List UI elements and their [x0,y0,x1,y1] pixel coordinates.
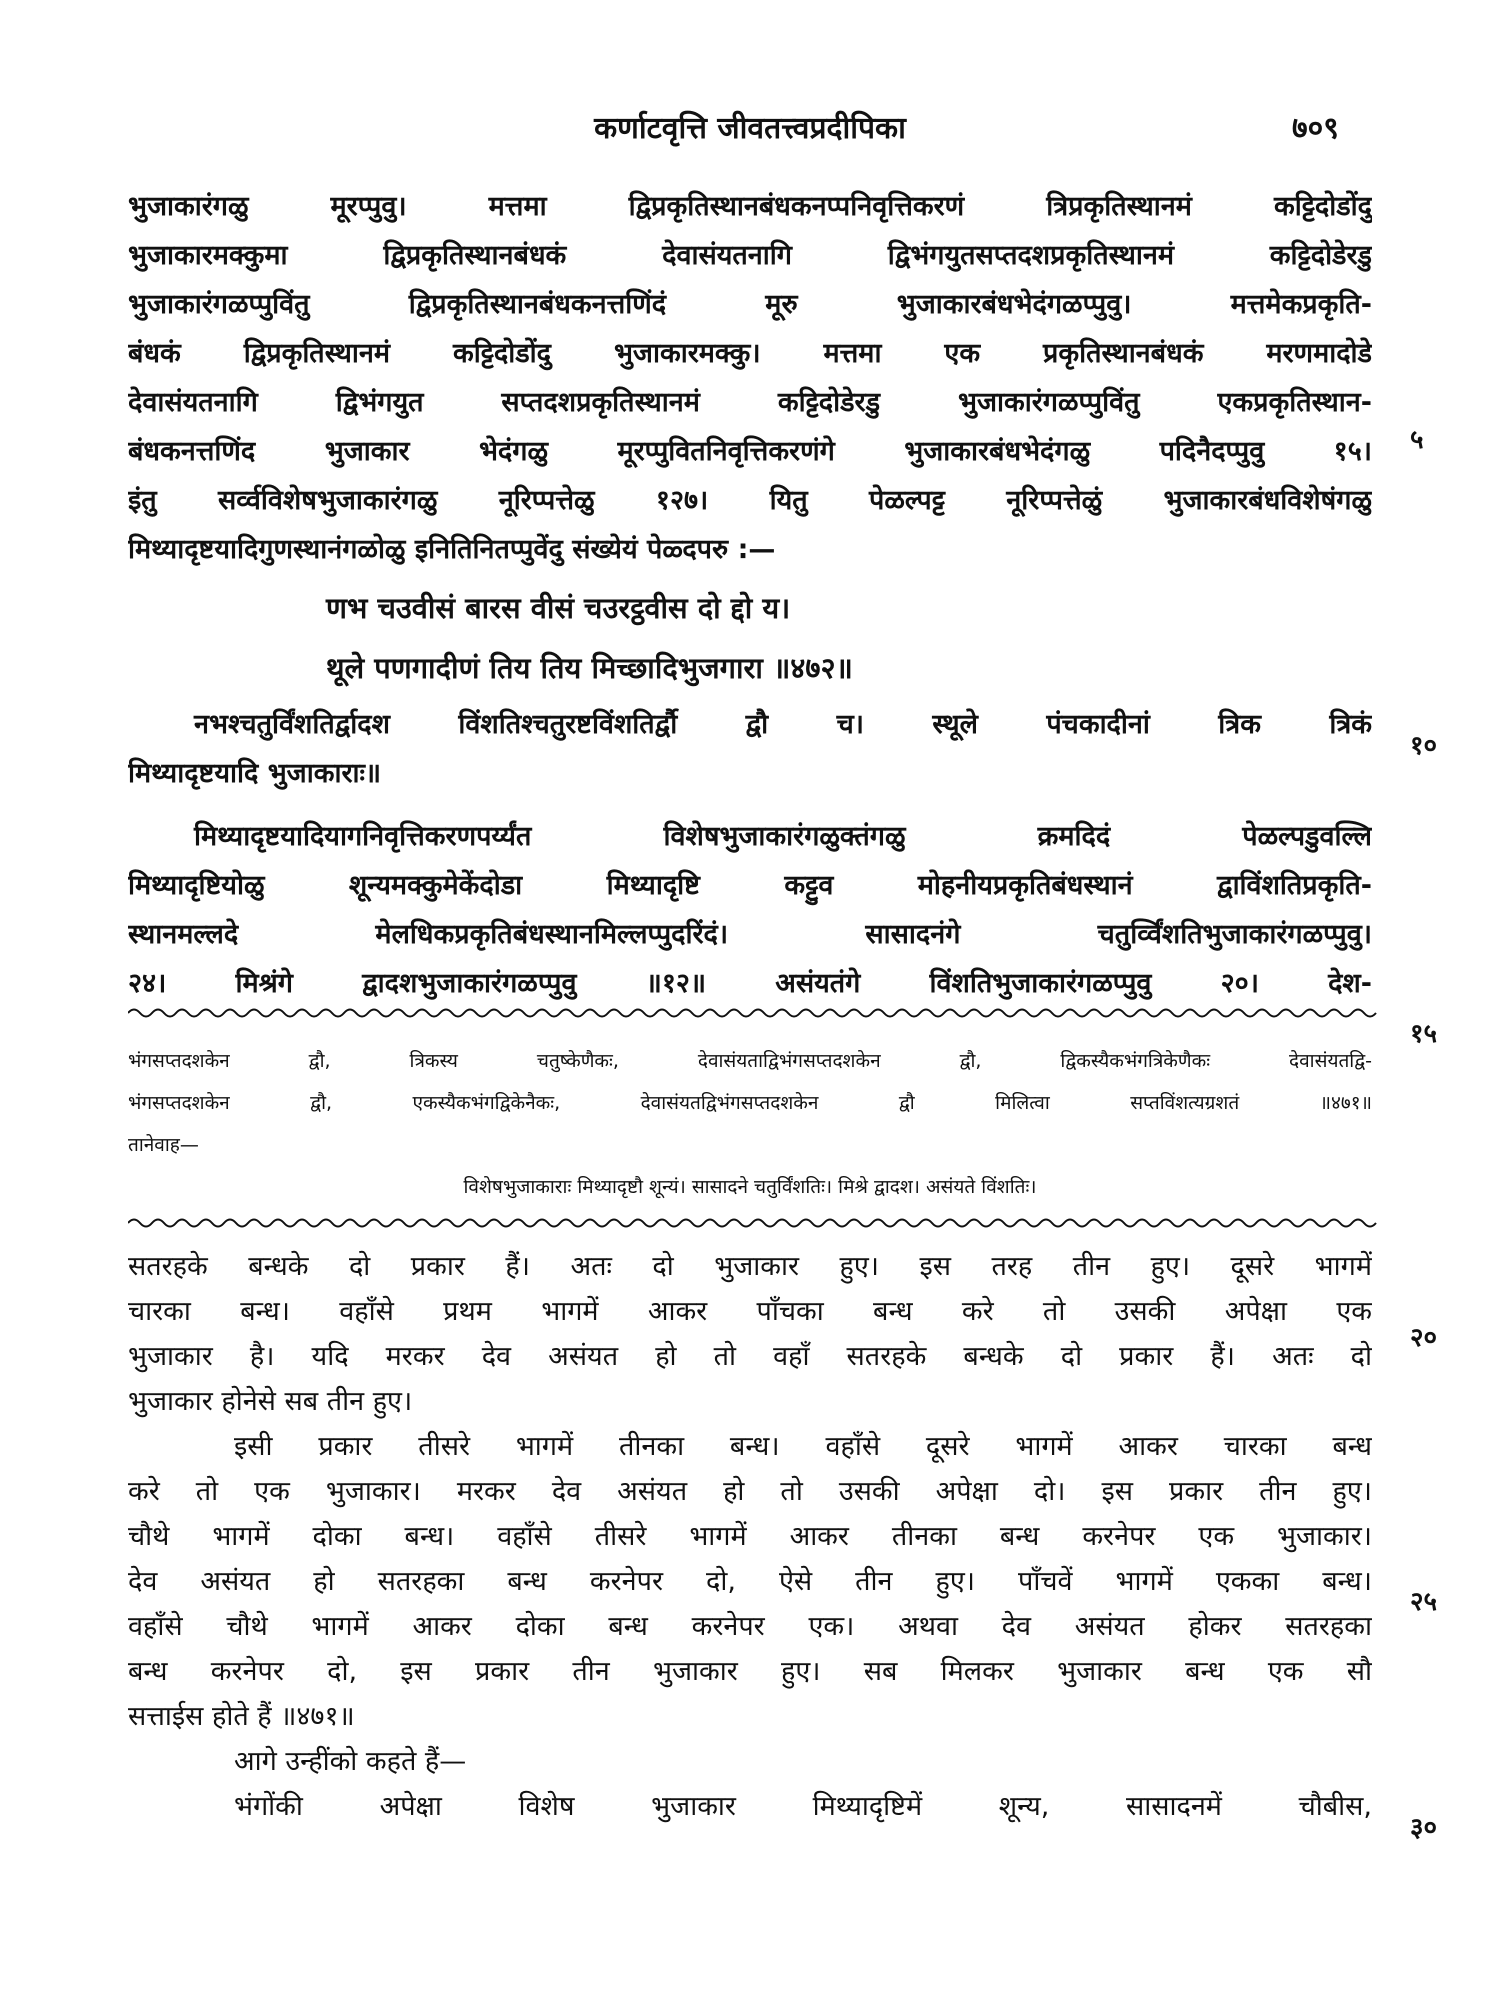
translation-line: भंगोंकी अपेक्षा विशेष भुजाकार मिथ्यादृष्टिमें शून्य, सासादनमें चौबीस, [234,1791,1372,1822]
commentary-line: मिथ्यादृष्टयादिगुणस्थानंगळोळु इनितिनितप्पुवेंदु संख्येयं पेळ्दपरु :— [128,534,776,565]
commentary-line: भुजाकारमक्कुमा द्विप्रकृतिस्थानबंधकं देवासंयतनागि द्विभंगयुतसप्तदशप्रकृतिस्थानमं कट्टिदोडेरडु [128,240,1372,271]
commentary-block [128,182,1372,574]
page-number: ७०९ [1292,111,1339,146]
chaya-line: नभश्चतुर्विंशतिर्द्वादश विंशतिश्चतुरष्टविंशतिर्द्वौ द्वौ च। स्थूले पंचकादीनां त्रिक त्रिकं [194,709,1372,740]
commentary-block-2 [128,812,1372,1008]
commentary-line: २४। मिश्रंगे द्वादशभुजाकारंगळप्पुवु ॥१२॥ असंयतंगे विंशतिभुजाकारंगळप्पुवु २०। देश- [128,968,1372,999]
margin-line-number: १० [1410,731,1438,761]
wavy-divider [128,1006,1378,1020]
translation-line: चारका बन्ध। वहाँसे प्रथम भागमें आकर पाँचका बन्ध करे तो उसकी अपेक्षा एक [128,1296,1372,1327]
margin-line-number: ५ [1410,425,1424,455]
margin-line-number: १५ [1410,1019,1438,1049]
commentary-line: मिथ्यादृष्टयादियागनिवृत्तिकरणपर्य्यंत विशेषभुजाकारंगळुक्तंगळु क्रमदिदं पेळल्पडुवल्लि [194,821,1372,852]
sanskrit-chaya [128,700,1372,798]
chaya-line: मिथ्यादृष्टयादि भुजाकाराः॥ [128,758,382,789]
verse-line: णभ चउवीसं बारस वीसं चउरट्ठवीस दो द्दो य। [326,591,791,625]
translation-line: भुजाकार होनेसे सब तीन हुए। [128,1386,413,1417]
translation-line: आगे उन्हींको कहते हैं— [234,1746,467,1777]
gatha-verse [128,578,1372,698]
commentary-line: स्थानमल्लदे मेलधिकप्रकृतिबंधस्थानमिल्लप्पुदरिंदं। सासादनंगे चतुर्व्विंशतिभुजाकारंगळप्पुवु। [128,919,1372,950]
commentary-line: देवासंयतनागि द्विभंगयुत सप्तदशप्रकृतिस्थानमं कट्टिदोडेरडु भुजाकारंगळप्पुविंतु एकप्रकृतिस्थान- [128,387,1372,418]
translation-line: इसी प्रकार तीसरे भागमें तीनका बन्ध। वहाँसे दूसरे भागमें आकर चारका बन्ध [234,1431,1372,1462]
margin-line-number: २० [1410,1323,1438,1353]
verse-line: थूले पणगादीणं तिय तिय मिच्छादिभुजगारा ॥४७२॥ [326,651,853,685]
translation-line: सतरहके बन्धके दो प्रकार हैं। अतः दो भुजाकार हुए। इस तरह तीन हुए। दूसरे भागमें [128,1251,1372,1282]
footnote-line: भंगसप्तदशकेन द्वौ, त्रिकस्य चतुष्केणैकः, देवासंयताद्विभंगसप्तदशकेन द्वौ, द्विकस्यैकभंगत्रिकेणैकः देवासंयतद्वि- [128,1050,1372,1072]
translation-line: चौथे भागमें दोका बन्ध। वहाँसे तीसरे भागमें आकर तीनका बन्ध करनेपर एक भुजाकार। [128,1521,1372,1552]
wavy-divider [128,1216,1378,1230]
hindi-translation [128,1244,1372,1829]
commentary-line: भुजाकारंगळप्पुविंतु द्विप्रकृतिस्थानबंधकनत्तणिंदं मूरु भुजाकारबंधभेदंगळप्पुवु। मत्तमेकप्रकृति- [128,289,1372,320]
translation-line: भुजाकार है। यदि मरकर देव असंयत हो तो वहाँ सतरहके बन्धके दो प्रकार हैं। अतः दो [128,1341,1372,1372]
translation-line: सत्ताईस होते हैं ॥४७१॥ [128,1701,355,1732]
footnote-block [128,1040,1372,1208]
translation-line: वहाँसे चौथे भागमें आकर दोका बन्ध करनेपर एक। अथवा देव असंयत होकर सतरहका [128,1611,1372,1642]
translation-line: करे तो एक भुजाकार। मरकर देव असंयत हो तो उसकी अपेक्षा दो। इस प्रकार तीन हुए। [128,1476,1372,1507]
commentary-line: मिथ्यादृष्टियोळु शून्यमक्कुमेकेंदोडा मिथ्यादृष्टि कट्टुव मोहनीयप्रकृतिबंधस्थानं द्वाविंशतिप्रकृति- [128,870,1372,901]
margin-line-number: ३० [1410,1813,1438,1843]
footnote-line: तानेवाह— [128,1134,199,1156]
commentary-line: बंधकं द्विप्रकृतिस्थानमं कट्टिदोडोंदु भुजाकारमक्कु। मत्तमा एक प्रकृतिस्थानबंधकं मरणमादोडे [128,338,1372,369]
commentary-line: बंधकनत्तणिंद भुजाकार भेदंगळु मूरप्पुवितनिवृत्तिकरणंगे भुजाकारबंधभेदंगळु पदिनैदप्पुवु १५। [128,436,1372,467]
running-title: कर्णाटवृत्ति जीवतत्त्वप्रदीपिका [594,111,906,146]
translation-line: बन्ध करनेपर दो, इस प्रकार तीन भुजाकार हुए। सब मिलकर भुजाकार बन्ध एक सौ [128,1656,1372,1687]
translation-line: देव असंयत हो सतरहका बन्ध करनेपर दो, ऐसे तीन हुए। पाँचवें भागमें एकका बन्ध। [128,1566,1372,1597]
footnote-line: भंगसप्तदशकेन द्वौ, एकस्यैकभंगद्विकेनैकः, देवासंयतद्विभंगसप्तदशकेन द्वौ मिलित्वा सप्तविंशत्यग्रशतं ॥४७१॥ [128,1092,1372,1114]
commentary-line: इंतु सर्व्वविशेषभुजाकारंगळु नूरिप्पत्तेळु १२७। यितु पेळल्पट्ट नूरिप्पत्तेळुं भुजाकारबंधविशेषंगळु [128,485,1372,516]
footnote-line: विशेषभुजाकाराः मिथ्यादृष्टौ शून्यं। सासादने चतुर्विंशतिः। मिश्रे द्वादश। असंयते विंशतिः। [463,1176,1037,1198]
margin-line-number: २५ [1410,1587,1438,1617]
commentary-line: भुजाकारंगळु मूरप्पुवु। मत्तमा द्विप्रकृतिस्थानबंधकनप्पनिवृत्तिकरणं त्रिप्रकृतिस्थानमं कट्टिदोडोंदु [128,191,1372,222]
